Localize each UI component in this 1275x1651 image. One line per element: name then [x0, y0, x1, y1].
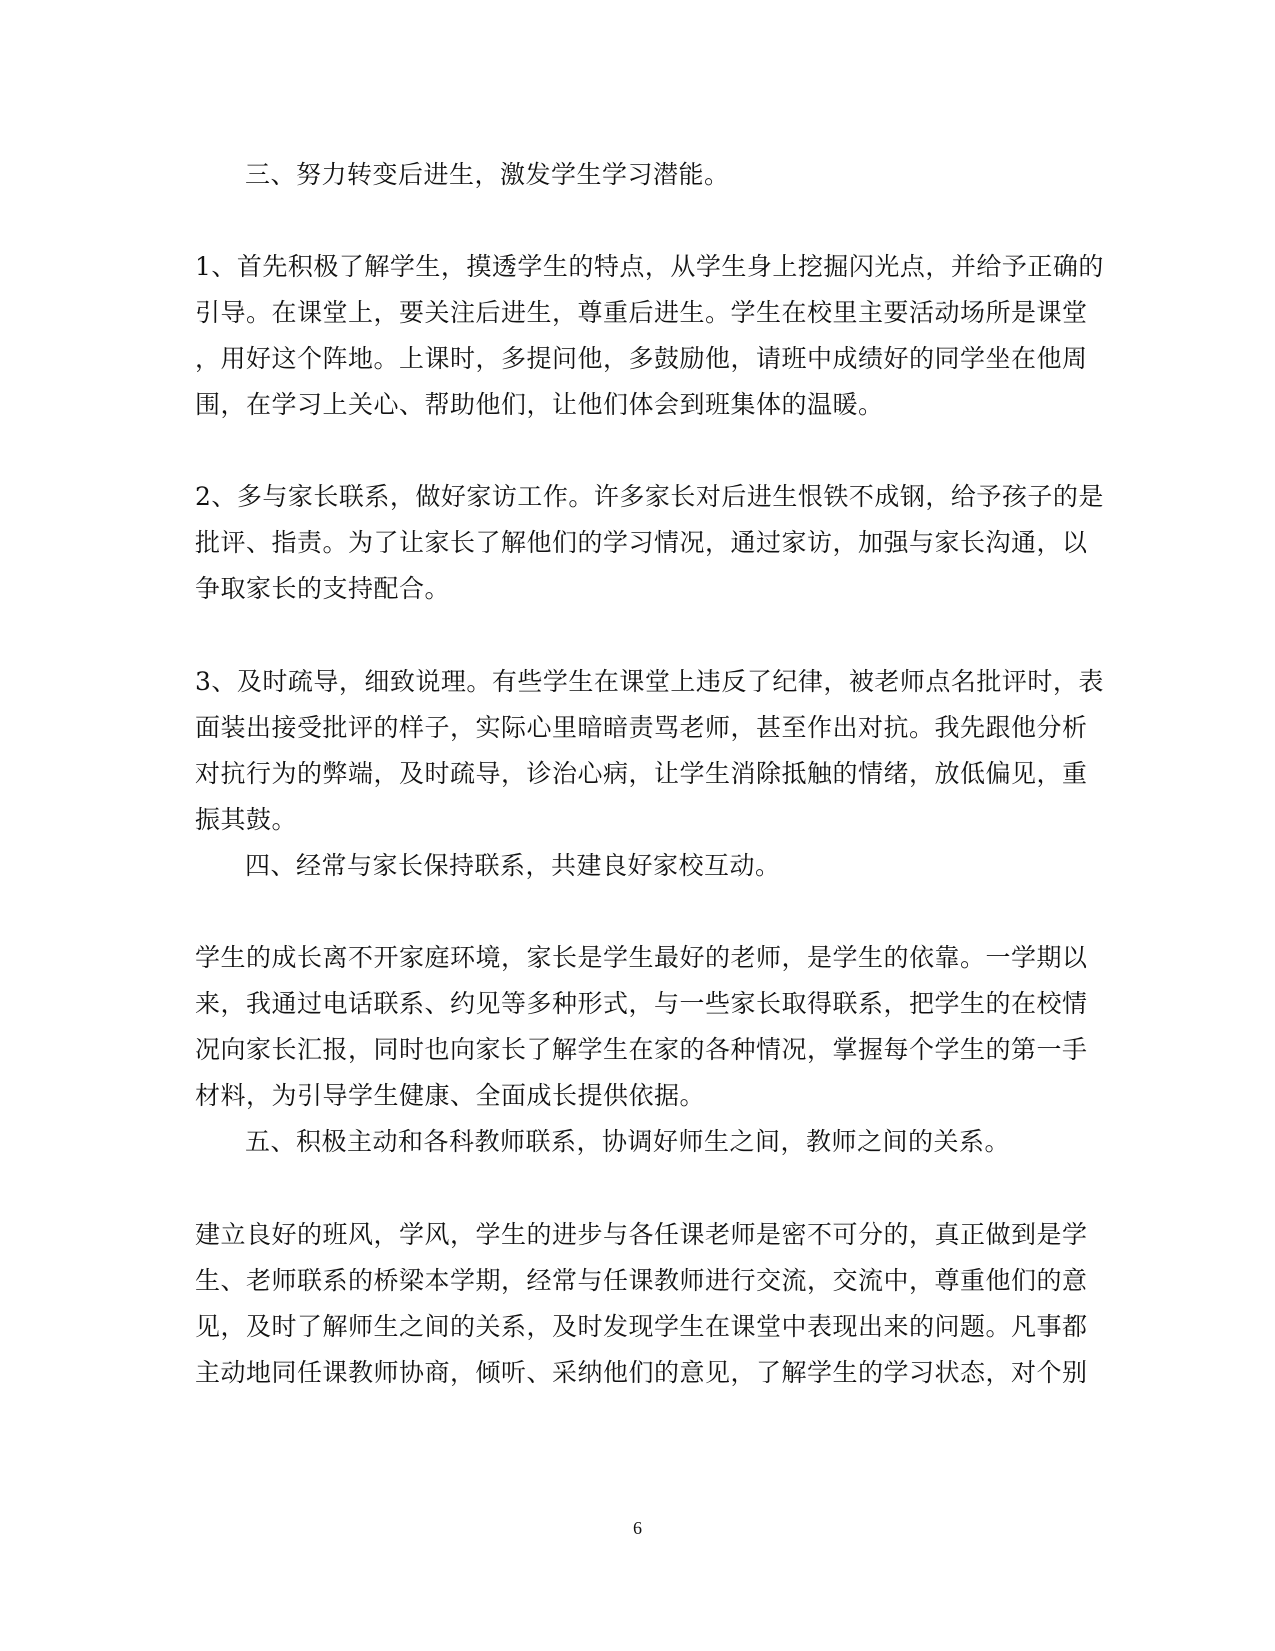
paragraph-line: 学生的成长离不开家庭环境，家长是学生最好的老师，是学生的依靠。一学期以 — [195, 943, 1088, 972]
section-heading-4: 四、经常与家长保持联系，共建良好家校互动。 — [245, 851, 781, 880]
paragraph-line: 生、老师联系的桥梁本学期，经常与任课教师进行交流，交流中，尊重他们的意 — [195, 1266, 1088, 1295]
paragraph-line: 主动地同任课教师协商，倾听、采纳他们的意见，了解学生的学习状态，对个别 — [195, 1358, 1088, 1387]
paragraph-line: 批评、指责。为了让家长了解他们的学习情况，通过家访，加强与家长沟通，以 — [195, 528, 1088, 557]
paragraph-line: ，用好这个阵地。上课时，多提问他，多鼓励他，请班中成绩好的同学坐在他周 — [195, 344, 1088, 373]
paragraph-line: 围，在学习上关心、帮助他们，让他们体会到班集体的温暖。 — [195, 390, 884, 419]
section-heading-3: 三、努力转变后进生，激发学生学习潜能。 — [245, 160, 730, 189]
page-number: 6 — [633, 1518, 642, 1538]
paragraph-line: 3、及时疏导，细致说理。有些学生在课堂上违反了纪律，被老师点名批评时，表 — [195, 667, 1104, 696]
paragraph-line: 面装出接受批评的样子，实际心里暗暗责骂老师，甚至作出对抗。我先跟他分析 — [195, 713, 1088, 742]
paragraph-line: 振其鼓。 — [195, 805, 298, 834]
paragraph-line: 争取家长的支持配合。 — [195, 574, 451, 603]
paragraph-line: 引导。在课堂上，要关注后进生，尊重后进生。学生在校里主要活动场所是课堂 — [195, 298, 1088, 327]
section-heading-5: 五、积极主动和各科教师联系，协调好师生之间，教师之间的关系。 — [245, 1127, 1011, 1156]
paragraph-line: 建立良好的班风，学风，学生的进步与各任课老师是密不可分的，真正做到是学 — [195, 1220, 1088, 1249]
paragraph-line: 材料，为引导学生健康、全面成长提供依据。 — [195, 1081, 706, 1110]
paragraph-line: 2、多与家长联系，做好家访工作。许多家长对后进生恨铁不成钢，给予孩子的是 — [195, 482, 1104, 511]
paragraph-line: 见，及时了解师生之间的关系，及时发现学生在课堂中表现出来的问题。凡事都 — [195, 1312, 1088, 1341]
paragraph-line: 对抗行为的弊端，及时疏导，诊治心病，让学生消除抵触的情绪，放低偏见，重 — [195, 759, 1088, 788]
paragraph-line: 来，我通过电话联系、约见等多种形式，与一些家长取得联系，把学生的在校情 — [195, 989, 1088, 1018]
paragraph-line: 1、首先积极了解学生，摸透学生的特点，从学生身上挖掘闪光点，并给予正确的 — [195, 252, 1104, 281]
paragraph-line: 况向家长汇报，同时也向家长了解学生在家的各种情况，掌握每个学生的第一手 — [195, 1035, 1088, 1064]
